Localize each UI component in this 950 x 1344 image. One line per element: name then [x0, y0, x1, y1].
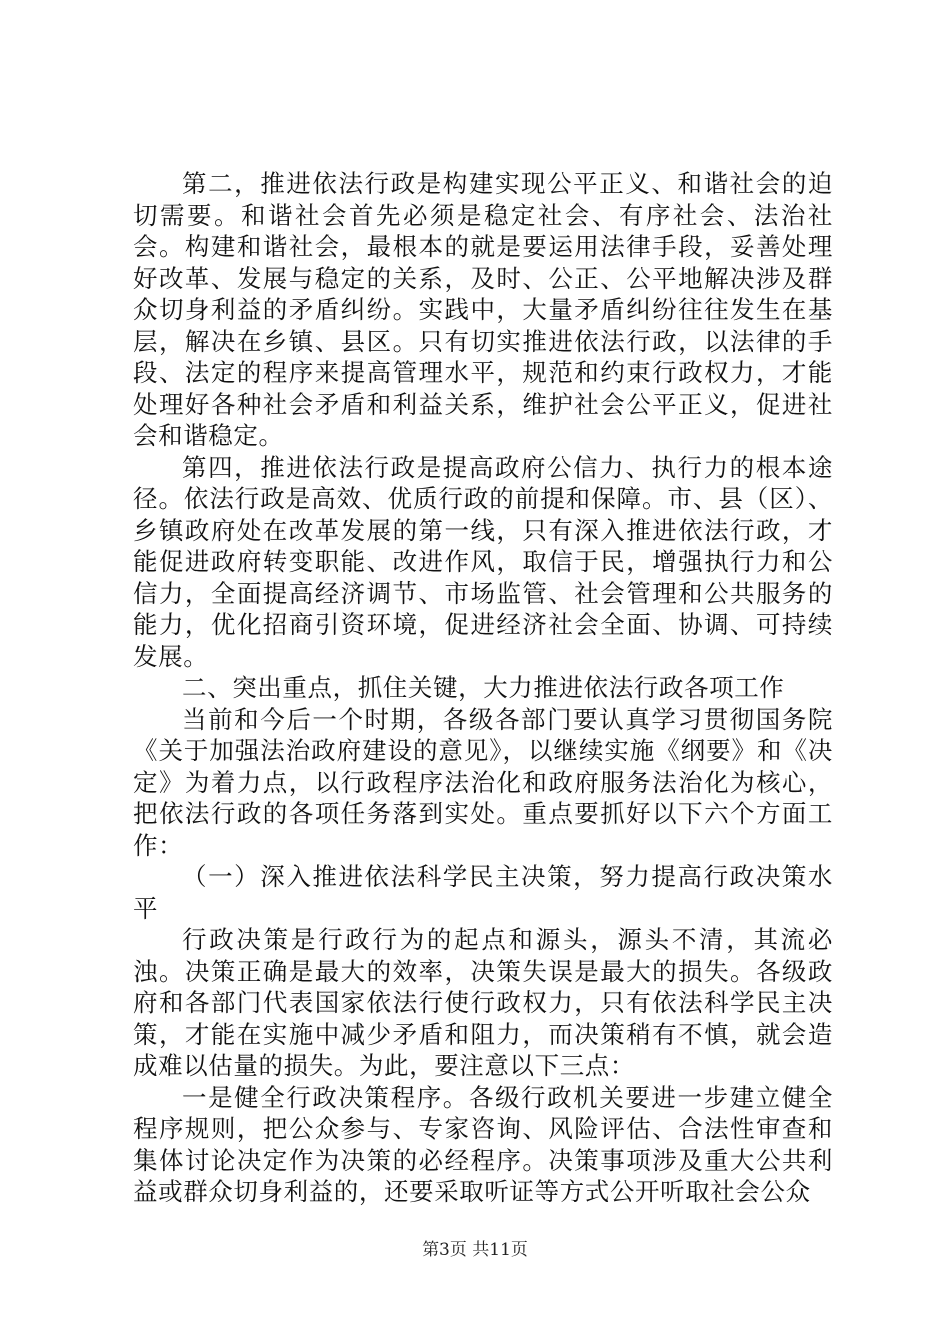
page-number-footer: 第3页 共11页: [422, 1240, 528, 1260]
document-body: [133, 168, 833, 1208]
paragraph-administrative-decision: 行政决策是行政行为的起点和源头，源头不清，其流必浊。决策正确是最大的效率，决策失误是最大的损失。各级政府和各部门代表国家依法行使行政权力，只有依法科学民主决策，才能在实施中减少矛盾和阻力，而决策稍有不慎，就会造成难以估量的损失。为此，要注意以下三点：: [133, 925, 833, 1080]
paragraph-current-period: 当前和今后一个时期，各级各部门要认真学习贯彻国务院《关于加强法治政府建设的意见》，以继续实施《纲要》和《决定》为着力点，以行政程序法治化和政府服务法治化为核心，把依法行政的各项任务落到实处。重点要抓好以下六个方面工作：: [133, 704, 833, 860]
subsection-heading-one: （一）深入推进依法科学民主决策，努力提高行政决策水平: [133, 862, 833, 923]
section-heading-two: 二、突出重点，抓住关键，大力推进依法行政各项工作: [182, 673, 785, 702]
paragraph-decision-procedure: 一是健全行政决策程序。各级行政机关要进一步建立健全程序规则，把公众参与、专家咨询、风险评估、合法性审查和集体讨论决定作为决策的必经程序。决策事项涉及重大公共利益或群众切身利益的，还要采取听证等方式公开听取社会公众: [133, 1082, 833, 1206]
paragraph-second-point: 第二，推进依法行政是构建实现公平正义、和谐社会的迫切需要。和谐社会首先必须是稳定社会、有序社会、法治社会。构建和谐社会，最根本的就是要运用法律手段，妥善处理好改革、发展与稳定的关系，及时、公正、公平地解决涉及群众切身利益的矛盾纠纷。实践中，大量矛盾纠纷往往发生在基层，解决在乡镇、县区。只有切实推进依法行政，以法律的手段、法定的程序来提高管理水平，规范和约束行政权力，才能处理好各种社会矛盾和利益关系，维护社会公平正义，促进社会和谐稳定。: [133, 169, 833, 450]
paragraph-fourth-point: 第四，推进依法行政是提高政府公信力、执行力的根本途径。依法行政是高效、优质行政的前提和保障。市、县（区）、乡镇政府处在改革发展的第一线，只有深入推进依法行政，才能促进政府转变职能、改进作风，取信于民，增强执行力和公信力，全面提高经济调节、市场监管、社会管理和公共服务的能力，优化招商引资环境，促进经济社会全面、协调、可持续发展。: [133, 452, 833, 671]
